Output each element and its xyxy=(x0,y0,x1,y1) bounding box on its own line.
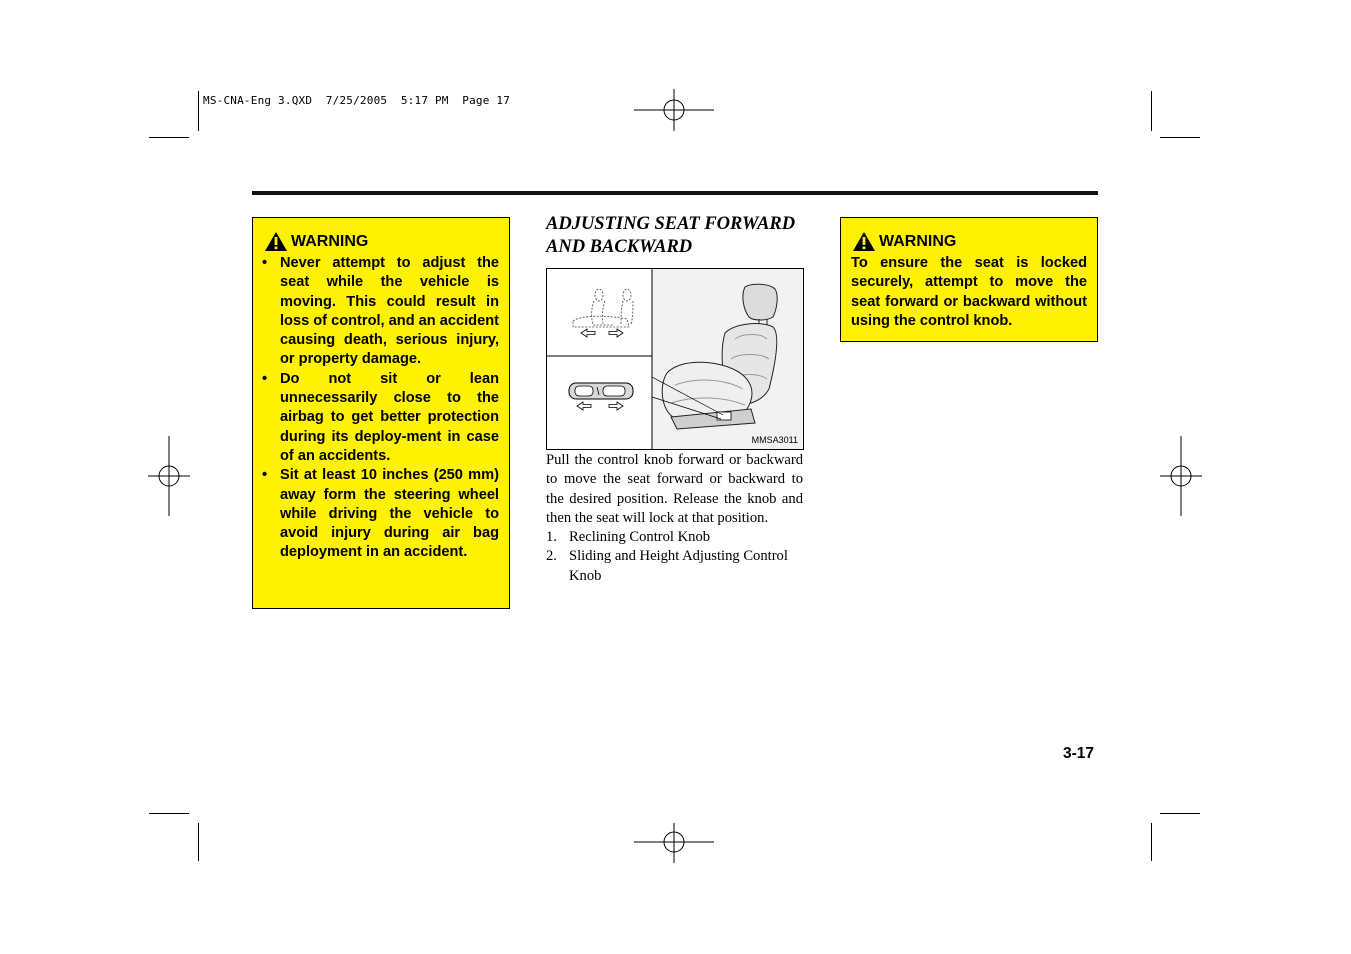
header-rule xyxy=(252,191,1098,195)
list-item xyxy=(546,528,803,547)
crop-mark xyxy=(1151,823,1152,861)
recline-diagram xyxy=(573,289,633,327)
list-item xyxy=(546,547,803,586)
warning-triangle-icon xyxy=(852,231,876,252)
heading-line: ADJUSTING SEAT FORWARD xyxy=(546,214,796,234)
list-text: Sliding and Height Adjusting Control Knob xyxy=(569,548,788,584)
section-body xyxy=(546,451,803,586)
figure-code: MMSA3011 xyxy=(751,435,798,445)
warning-text: To ensure the seat is locked securely, attempt to move the seat forward or backward without using the control knob. xyxy=(851,255,1087,329)
heading-line: AND BACKWARD xyxy=(546,237,693,257)
section-heading xyxy=(546,213,804,259)
bullet: • xyxy=(262,255,268,271)
arrow-left-icon xyxy=(581,329,595,337)
crop-mark xyxy=(198,823,199,861)
crop-mark xyxy=(149,137,189,138)
arrow-left-icon xyxy=(577,402,591,410)
crop-mark xyxy=(1160,137,1200,138)
warning-box-right xyxy=(840,217,1098,342)
bullet: • xyxy=(262,467,268,484)
print-slug: MS-CNA-Eng 3.QXD 7/25/2005 5:17 PM Page 17 xyxy=(203,94,511,107)
knob-list xyxy=(546,528,803,586)
warning-title: WARNING xyxy=(879,232,957,250)
crop-mark xyxy=(149,813,189,814)
warning-header xyxy=(264,231,499,252)
warning-title: WARNING xyxy=(291,232,369,250)
instruction-paragraph: Pull the control knob forward or backward to move the seat forward or backward to the desired position. Release the knob and then the seat will lock at that position. xyxy=(546,452,803,526)
warning-item-text: Never attempt to adjust the seat while the vehicle is moving. This could result in loss of control, and an accident causing death, serious injury, or property damage. xyxy=(280,255,499,368)
page-number: 3-17 xyxy=(1063,745,1095,762)
control-knob-diagram xyxy=(569,383,633,399)
crop-mark xyxy=(1160,813,1200,814)
crop-mark xyxy=(198,91,199,131)
warning-item xyxy=(262,370,499,466)
warning-box-left xyxy=(252,217,510,609)
warning-item-text: Sit at least 10 inches (250 mm) away form the steering wheel while driving the vehicle to avoid injury during air bag deployment in an accident. xyxy=(280,467,499,561)
registration-mark-icon xyxy=(634,89,714,131)
arrow-right-icon xyxy=(609,329,623,337)
list-number: 2. xyxy=(546,548,557,565)
crop-mark xyxy=(1151,91,1152,131)
warning-item xyxy=(262,466,499,562)
registration-mark-icon xyxy=(1160,436,1202,516)
warning-item xyxy=(262,254,499,370)
warning-item-text: Do not sit or lean unnecessarily close to the airbag to get better protection during its deploy-ment in case of an accidents. xyxy=(280,370,499,464)
arrow-right-icon xyxy=(609,402,623,410)
list-number: 1. xyxy=(546,529,557,546)
seat-figure xyxy=(546,268,804,450)
warning-header xyxy=(852,231,1087,252)
registration-mark-icon xyxy=(634,823,714,863)
warning-list xyxy=(262,254,499,563)
registration-mark-icon xyxy=(148,436,190,516)
seat-illustration xyxy=(547,269,803,449)
warning-triangle-icon xyxy=(264,231,288,252)
list-text: Reclining Control Knob xyxy=(569,529,711,546)
bullet: • xyxy=(262,370,268,387)
